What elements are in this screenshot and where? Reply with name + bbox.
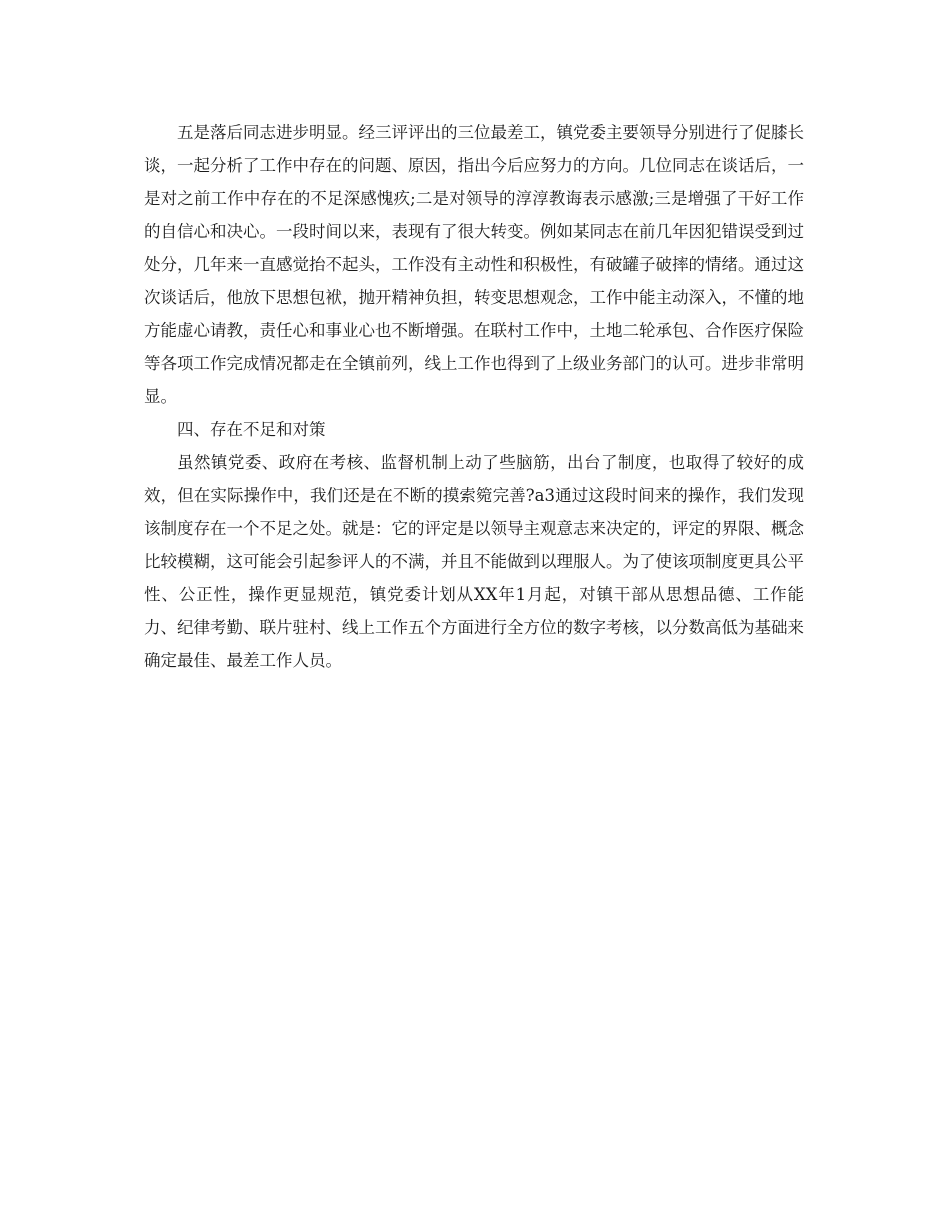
document-body <box>144 116 804 677</box>
paragraph-progress: 五是落后同志进步明显。经三评评出的三位最差工，镇党委主要领导分别进行了促膝长谈，一起分析了工作中存在的问题、原因，指出今后应努力的方向。几位同志在谈话后，一是对之前工作中存在的不足深感愧疚;二是对领导的淳淳教诲表示感激;三是增强了干好工作的自信心和决心。一段时间以来，表现有了很大转变。例如某同志在前几年因犯错误受到过处分，几年来一直感觉抬不起头，工作没有主动性和积极性，有破罐子破摔的情绪。通过这次谈话后，他放下思想包袱，抛开精神负担，转变思想观念，工作中能主动深入，不懂的地方能虚心请教，责任心和事业心也不断增强。在联村工作中，土地二轮承包、合作医疗保险等各项工作完成情况都走在全镇前列，线上工作也得到了上级业务部门的认可。进步非常明显。 <box>144 123 804 406</box>
paragraph-shortcomings: 虽然镇党委、政府在考核、监督机制上动了些脑筋，出台了制度，也取得了较好的成效，但在实际操作中，我们还是在不断的摸索箢完善?a3通过这段时间来的操作，我们发现该制度存在一个不足之处。就是：它的评定是以领导主观意志来决定的，评定的界限、概念比较模糊，这可能会引起参评人的不满，并且不能做到以理服人。为了使该项制度更具公平性、公正性，操作更显规范，镇党委计划从XX年1月起，对镇干部从思想品德、工作能力、纪律考勤、联片驻村、线上工作五个方面进行全方位的数字考核，以分数高低为基础来确定最佳、最差工作人员。 <box>144 453 804 670</box>
section-heading: 四、存在不足和对策 <box>177 420 326 439</box>
